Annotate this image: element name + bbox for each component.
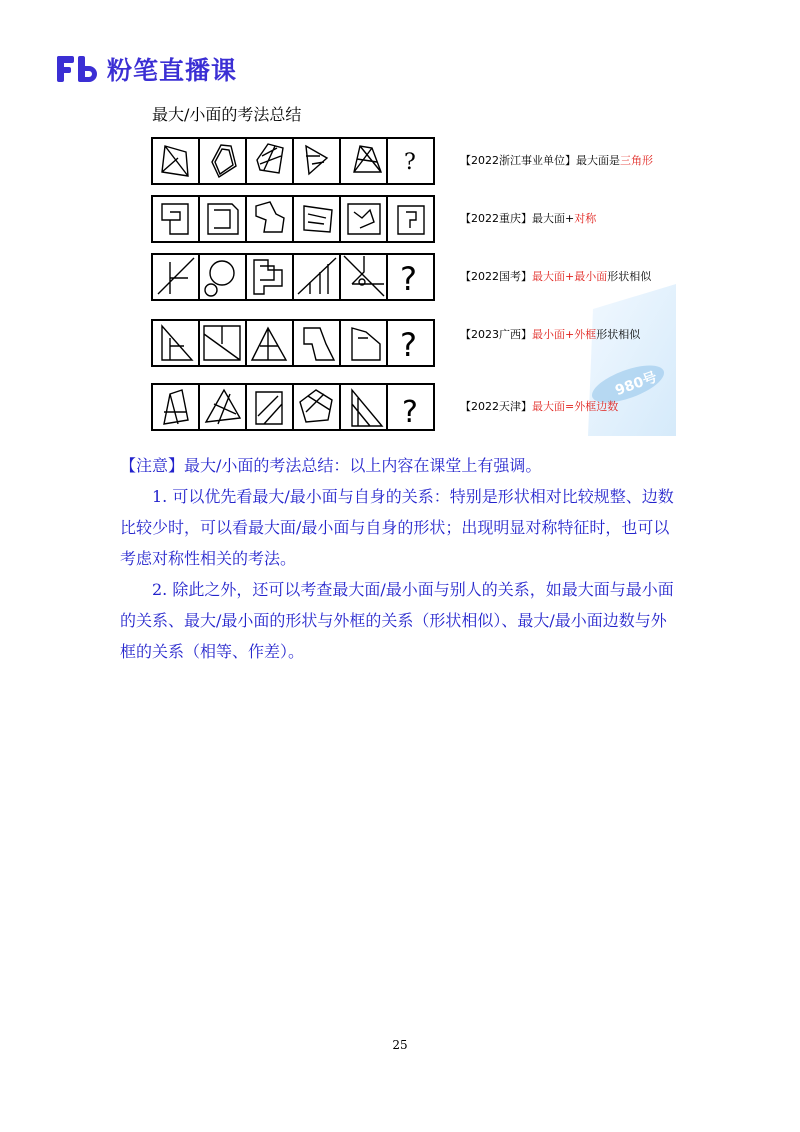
puzzle-row-4-label <box>460 327 641 341</box>
brand-logo <box>57 52 237 86</box>
watermark-text: 980号 <box>613 369 660 400</box>
note-paragraph-1: 1. 可以优先看最大/最小面与自身的关系：特别是形状相对比较规整、边数比较少时，可以看最大面/最小面与自身的形状；出现明显对称特征时，也可以考虑对称性相关的考法。 <box>120 487 674 568</box>
puzzle-row-5-label <box>460 399 618 413</box>
question-mark: ? <box>404 150 416 175</box>
question-mark: ? <box>400 326 417 364</box>
section-title: 最大/小面的考法总结 <box>152 105 302 124</box>
puzzle-row-3-label <box>460 269 652 283</box>
note-paragraph-2: 2. 除此之外，还可以考查最大面/最小面与别人的关系，如最大面与最小面的关系、最大/最小面的形状与外框的关系（形状相似）、最大/最小面边数与外框的关系（相等、作差）。 <box>120 580 674 661</box>
puzzle-row-4 <box>152 320 434 366</box>
svg-text:【2022浙江事业单位】最大面是三角形: 【2022浙江事业单位】最大面是三角形 <box>460 154 653 167</box>
puzzle-row-3 <box>152 254 434 300</box>
note-section <box>120 450 680 667</box>
svg-text:【2022重庆】最大面+对称: 【2022重庆】最大面+对称 <box>460 212 597 225</box>
svg-text:【2022天津】最大面=外框边数: 【2022天津】最大面=外框边数 <box>460 400 619 413</box>
puzzle-row-1-label <box>460 153 653 167</box>
note-heading: 【注意】最大/小面的考法总结：以上内容在课堂上有强调。 <box>120 456 542 475</box>
puzzle-row-5 <box>152 384 434 430</box>
svg-text:【2023广西】最小面+外框形状相似: 【2023广西】最小面+外框形状相似 <box>460 328 641 341</box>
puzzle-row-1 <box>152 138 434 184</box>
watermark-shape <box>588 284 676 436</box>
logo-text: 粉笔直播课 <box>107 56 238 85</box>
puzzle-row-2-label <box>460 211 597 225</box>
summary-figure <box>148 134 676 436</box>
question-mark: ? <box>402 395 418 430</box>
question-mark: ? <box>400 260 417 298</box>
puzzle-row-2 <box>152 196 434 242</box>
fb-logo-icon <box>57 54 101 84</box>
svg-text:【2022国考】最大面+最小面形状相似: 【2022国考】最大面+最小面形状相似 <box>460 270 652 283</box>
page-number: 25 <box>392 1038 408 1052</box>
